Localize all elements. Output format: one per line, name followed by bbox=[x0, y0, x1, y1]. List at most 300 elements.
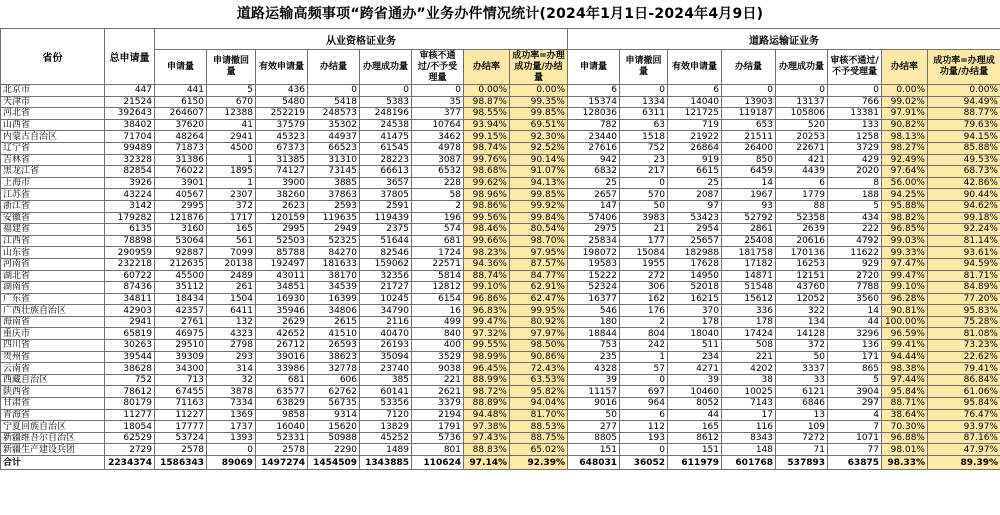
cell-q-success-rate: 84.77% bbox=[510, 270, 568, 282]
cell-q-rejected: 6532 bbox=[412, 166, 464, 178]
cell-q-apply: 31386 bbox=[155, 154, 207, 166]
cell-t-rejected: 1258 bbox=[828, 131, 882, 143]
cell-t-valid: 919 bbox=[668, 154, 722, 166]
cell-t-rejected: 3560 bbox=[828, 293, 882, 305]
cell-q-withdraw: 1393 bbox=[207, 432, 256, 444]
cell-t-withdraw: 570 bbox=[620, 189, 668, 201]
cell-q-rejected: 2 bbox=[412, 200, 464, 212]
cell-t-success-rate: 79.63% bbox=[928, 119, 1000, 131]
cell-q-success-rate: 98.70% bbox=[510, 235, 568, 247]
cell-t-completed: 93 bbox=[722, 200, 776, 212]
cell-q-completion-rate: 0.00% bbox=[464, 85, 510, 97]
cell-q-valid: 120159 bbox=[256, 212, 308, 224]
cell-q-apply: 42357 bbox=[155, 305, 207, 317]
cell-q-apply: 34300 bbox=[155, 363, 207, 375]
cell-q-success: 32356 bbox=[360, 270, 412, 282]
cell-t-valid: 6 bbox=[668, 85, 722, 97]
cell-q-withdraw: 2307 bbox=[207, 189, 256, 201]
cell-q-withdraw: 1717 bbox=[207, 212, 256, 224]
cell-t-apply: 942 bbox=[568, 154, 620, 166]
cell-t-withdraw: 176 bbox=[620, 305, 668, 317]
cell-t-success-rate: 92.24% bbox=[928, 224, 1000, 236]
cell-q-completion-rate: 99.56% bbox=[464, 212, 510, 224]
cell-q-valid: 436 bbox=[256, 85, 308, 97]
cell-q-rejected: 196 bbox=[412, 212, 464, 224]
cell-q-completed: 66523 bbox=[308, 142, 360, 154]
cell-q-rejected: 9038 bbox=[412, 363, 464, 375]
cell-q-completion-rate: 99.66% bbox=[464, 235, 510, 247]
cell-q-success-rate: 81.70% bbox=[510, 409, 568, 421]
cell-t-completion-rate: 99.03% bbox=[882, 235, 928, 247]
cell-t-success-rate: 81.08% bbox=[928, 328, 1000, 340]
cell-q-withdraw: 2489 bbox=[207, 270, 256, 282]
cell-q-valid: 67373 bbox=[256, 142, 308, 154]
cell-q-valid: 33986 bbox=[256, 363, 308, 375]
cell-t-rejected: 63875 bbox=[828, 456, 882, 470]
cell-q-completion-rate: 97.14% bbox=[464, 456, 510, 470]
cell-q-rejected: 377 bbox=[412, 108, 464, 120]
cell-q-apply: 17777 bbox=[155, 421, 207, 433]
cell-q-withdraw: 3878 bbox=[207, 386, 256, 398]
cell-t-success-rate: 0.00% bbox=[928, 85, 1000, 97]
cell-t-apply: 11157 bbox=[568, 386, 620, 398]
cell-t-rejected: 5 bbox=[828, 200, 882, 212]
cell-q-completion-rate: 94.36% bbox=[464, 258, 510, 270]
cell-q-success-rate: 92.30% bbox=[510, 131, 568, 143]
cell-t-completed: 14871 bbox=[722, 270, 776, 282]
cell-t-apply: 648031 bbox=[568, 456, 620, 470]
cell-province: 新疆维吾尔自治区 bbox=[1, 432, 105, 444]
cell-t-valid: 370 bbox=[668, 305, 722, 317]
table-body bbox=[1, 85, 1000, 470]
header-apply: 申请量 bbox=[155, 50, 207, 85]
cell-q-rejected: 3087 bbox=[412, 154, 464, 166]
table-row bbox=[1, 421, 1000, 433]
cell-q-completion-rate: 88.83% bbox=[464, 444, 510, 456]
cell-t-completed: 17182 bbox=[722, 258, 776, 270]
cell-t-success-rate: 42.86% bbox=[928, 177, 1000, 189]
cell-t-completion-rate: 99.02% bbox=[882, 96, 928, 108]
cell-q-rejected: 6154 bbox=[412, 293, 464, 305]
cell-q-apply: 1586343 bbox=[155, 456, 207, 470]
cell-t-rejected: 11622 bbox=[828, 247, 882, 259]
cell-province: 湖南省 bbox=[1, 282, 105, 294]
cell-t-apply: 147 bbox=[568, 200, 620, 212]
cell-q-completed: 34539 bbox=[308, 282, 360, 294]
cell-q-completion-rate: 94.48% bbox=[464, 409, 510, 421]
table-row bbox=[1, 119, 1000, 131]
cell-q-success: 45252 bbox=[360, 432, 412, 444]
cell-t-withdraw: 193 bbox=[620, 432, 668, 444]
cell-t-success: 13137 bbox=[776, 96, 828, 108]
table-row bbox=[1, 305, 1000, 317]
cell-q-withdraw: 261 bbox=[207, 282, 256, 294]
cell-t-success-rate: 99.18% bbox=[928, 212, 1000, 224]
cell-t-success: 20253 bbox=[776, 131, 828, 143]
cell-t-success-rate: 94.15% bbox=[928, 131, 1000, 143]
cell-q-valid: 3900 bbox=[256, 177, 308, 189]
table-row bbox=[1, 247, 1000, 259]
cell-q-completed: 44937 bbox=[308, 131, 360, 143]
cell-q-success-rate: 94.13% bbox=[510, 177, 568, 189]
cell-province: 合计 bbox=[1, 456, 105, 470]
cell-q-apply: 92887 bbox=[155, 247, 207, 259]
cell-q-apply: 713 bbox=[155, 374, 207, 386]
cell-total-apply: 38402 bbox=[105, 119, 155, 131]
cell-q-success-rate: 92.39% bbox=[510, 456, 568, 470]
cell-t-withdraw: 6311 bbox=[620, 108, 668, 120]
cell-q-completion-rate: 97.43% bbox=[464, 432, 510, 444]
header-valid-apply: 有效申请量 bbox=[668, 50, 722, 85]
table-row bbox=[1, 212, 1000, 224]
cell-t-withdraw: 23 bbox=[620, 154, 668, 166]
cell-t-apply: 2657 bbox=[568, 189, 620, 201]
cell-q-apply: 264607 bbox=[155, 108, 207, 120]
cell-q-success: 51644 bbox=[360, 235, 412, 247]
header-apply: 申请量 bbox=[568, 50, 620, 85]
cell-q-completed: 1454509 bbox=[308, 456, 360, 470]
cell-province: 吉林省 bbox=[1, 154, 105, 166]
cell-q-completion-rate: 88.99% bbox=[464, 374, 510, 386]
header-total-apply: 总申请量 bbox=[105, 29, 155, 85]
cell-q-rejected: 16 bbox=[412, 305, 464, 317]
cell-t-success: 1779 bbox=[776, 189, 828, 201]
cell-q-completed: 34806 bbox=[308, 305, 360, 317]
cell-total-apply: 71704 bbox=[105, 131, 155, 143]
cell-t-valid: 511 bbox=[668, 340, 722, 352]
cell-t-withdraw: 964 bbox=[620, 398, 668, 410]
cell-t-rejected: 13381 bbox=[828, 108, 882, 120]
cell-q-completion-rate: 98.96% bbox=[464, 189, 510, 201]
cell-total-apply: 3142 bbox=[105, 200, 155, 212]
cell-province: 黑龙江省 bbox=[1, 166, 105, 178]
cell-t-apply: 25834 bbox=[568, 235, 620, 247]
header-rejected: 审核不通过/不予受理量 bbox=[828, 50, 882, 85]
cell-t-withdraw: 1334 bbox=[620, 96, 668, 108]
header-success: 办理成功量 bbox=[776, 50, 828, 85]
cell-t-success-rate: 93.97% bbox=[928, 421, 1000, 433]
cell-t-completion-rate: 98.38% bbox=[882, 363, 928, 375]
cell-q-completed: 84270 bbox=[308, 247, 360, 259]
table-row bbox=[1, 363, 1000, 375]
header-completion-rate: 办结率 bbox=[882, 50, 928, 85]
cell-q-apply: 46975 bbox=[155, 328, 207, 340]
cell-q-success: 1489 bbox=[360, 444, 412, 456]
cell-q-valid: 35946 bbox=[256, 305, 308, 317]
header-completion-rate: 办结率 bbox=[464, 50, 510, 85]
cell-total-apply: 752 bbox=[105, 374, 155, 386]
cell-t-completion-rate: 94.44% bbox=[882, 351, 928, 363]
cell-q-withdraw: 293 bbox=[207, 351, 256, 363]
cell-t-completed: 1967 bbox=[722, 189, 776, 201]
cell-t-success-rate: 84.89% bbox=[928, 282, 1000, 294]
cell-q-valid: 681 bbox=[256, 374, 308, 386]
cell-t-valid: 2087 bbox=[668, 189, 722, 201]
cell-q-rejected: 801 bbox=[412, 444, 464, 456]
cell-q-completed: 62762 bbox=[308, 386, 360, 398]
cell-t-apply: 6832 bbox=[568, 166, 620, 178]
cell-t-apply: 16377 bbox=[568, 293, 620, 305]
cell-t-apply: 180 bbox=[568, 316, 620, 328]
cell-q-apply: 40567 bbox=[155, 189, 207, 201]
cell-q-rejected: 2194 bbox=[412, 409, 464, 421]
table-row bbox=[1, 432, 1000, 444]
cell-province: 河南省 bbox=[1, 258, 105, 270]
cell-q-apply: 39309 bbox=[155, 351, 207, 363]
cell-t-apply: 15222 bbox=[568, 270, 620, 282]
cell-t-rejected: 2720 bbox=[828, 270, 882, 282]
cell-t-apply: 151 bbox=[568, 444, 620, 456]
cell-q-completed: 50988 bbox=[308, 432, 360, 444]
cell-t-withdraw: 697 bbox=[620, 386, 668, 398]
cell-t-apply: 39 bbox=[568, 374, 620, 386]
cell-q-valid: 1497274 bbox=[256, 456, 308, 470]
cell-q-success: 41475 bbox=[360, 131, 412, 143]
cell-t-withdraw: 0 bbox=[620, 85, 668, 97]
cell-province: 湖北省 bbox=[1, 270, 105, 282]
cell-t-rejected: 7 bbox=[828, 421, 882, 433]
cell-t-withdraw: 217 bbox=[620, 166, 668, 178]
cell-q-withdraw: 1 bbox=[207, 177, 256, 189]
cell-t-withdraw: 804 bbox=[620, 328, 668, 340]
cell-q-success: 66613 bbox=[360, 166, 412, 178]
cell-q-completed: 16399 bbox=[308, 293, 360, 305]
cell-q-rejected: 1724 bbox=[412, 247, 464, 259]
cell-province: 宁夏回族自治区 bbox=[1, 421, 105, 433]
cell-t-rejected: 14 bbox=[828, 305, 882, 317]
cell-q-success-rate: 88.53% bbox=[510, 421, 568, 433]
cell-q-success: 37805 bbox=[360, 189, 412, 201]
cell-q-completion-rate: 98.86% bbox=[464, 200, 510, 212]
cell-t-completion-rate: 96.85% bbox=[882, 224, 928, 236]
cell-total-apply: 99489 bbox=[105, 142, 155, 154]
cell-t-completion-rate: 90.81% bbox=[882, 305, 928, 317]
cell-province: 广西壮族自治区 bbox=[1, 305, 105, 317]
cell-province: 云南省 bbox=[1, 363, 105, 375]
cell-q-completed: 31310 bbox=[308, 154, 360, 166]
cell-q-withdraw: 1 bbox=[207, 154, 256, 166]
header-completed: 办结量 bbox=[308, 50, 360, 85]
cell-q-completed: 26593 bbox=[308, 340, 360, 352]
cell-t-apply: 198072 bbox=[568, 247, 620, 259]
cell-t-rejected: 222 bbox=[828, 224, 882, 236]
cell-q-completion-rate: 99.55% bbox=[464, 340, 510, 352]
cell-q-success-rate: 95.82% bbox=[510, 386, 568, 398]
cell-q-success-rate: 99.85% bbox=[510, 108, 568, 120]
cell-t-success-rate: 87.16% bbox=[928, 432, 1000, 444]
cell-t-apply: 23440 bbox=[568, 131, 620, 143]
cell-q-apply: 3160 bbox=[155, 224, 207, 236]
header-success-rate: 成功率=办理成功量/办结量 bbox=[928, 50, 1000, 85]
header-valid-apply: 有效申请量 bbox=[256, 50, 308, 85]
cell-q-rejected: 681 bbox=[412, 235, 464, 247]
cell-total-apply: 62529 bbox=[105, 432, 155, 444]
cell-q-completed: 41510 bbox=[308, 328, 360, 340]
table-row bbox=[1, 398, 1000, 410]
cell-t-success: 3337 bbox=[776, 363, 828, 375]
cell-q-withdraw: 89069 bbox=[207, 456, 256, 470]
cell-q-completed: 32778 bbox=[308, 363, 360, 375]
cell-t-apply: 57406 bbox=[568, 212, 620, 224]
cell-q-apply: 71873 bbox=[155, 142, 207, 154]
cell-t-success-rate: 90.44% bbox=[928, 189, 1000, 201]
cell-province: 江西省 bbox=[1, 235, 105, 247]
cell-q-success-rate: 97.95% bbox=[510, 247, 568, 259]
cell-t-completed: 51548 bbox=[722, 282, 776, 294]
cell-t-completion-rate: 99.10% bbox=[882, 282, 928, 294]
cell-t-completed: 148 bbox=[722, 444, 776, 456]
cell-total-apply: 78612 bbox=[105, 386, 155, 398]
cell-t-completed: 26400 bbox=[722, 142, 776, 154]
cell-q-withdraw: 132 bbox=[207, 316, 256, 328]
table-row bbox=[1, 351, 1000, 363]
cell-q-completed: 52325 bbox=[308, 235, 360, 247]
cell-q-rejected: 499 bbox=[412, 316, 464, 328]
cell-t-valid: 21922 bbox=[668, 131, 722, 143]
cell-t-apply: 6 bbox=[568, 85, 620, 97]
cell-q-success: 3657 bbox=[360, 177, 412, 189]
cell-total-apply: 80179 bbox=[105, 398, 155, 410]
cell-q-success-rate: 80.92% bbox=[510, 316, 568, 328]
cell-q-success: 28223 bbox=[360, 154, 412, 166]
cell-q-success-rate: 97.97% bbox=[510, 328, 568, 340]
cell-q-apply: 35112 bbox=[155, 282, 207, 294]
cell-t-rejected: 3729 bbox=[828, 142, 882, 154]
cell-q-withdraw: 32 bbox=[207, 374, 256, 386]
cell-q-rejected: 35 bbox=[412, 96, 464, 108]
cell-q-valid: 52503 bbox=[256, 235, 308, 247]
cell-t-withdraw: 272 bbox=[620, 270, 668, 282]
cell-t-withdraw: 21 bbox=[620, 224, 668, 236]
table-row bbox=[1, 258, 1000, 270]
cell-q-success-rate: 98.50% bbox=[510, 340, 568, 352]
cell-q-success: 53356 bbox=[360, 398, 412, 410]
cell-t-withdraw: 306 bbox=[620, 282, 668, 294]
cell-q-apply: 3901 bbox=[155, 177, 207, 189]
cell-q-completed: 73145 bbox=[308, 166, 360, 178]
cell-q-completed: 56735 bbox=[308, 398, 360, 410]
cell-t-completion-rate: 97.47% bbox=[882, 258, 928, 270]
cell-t-success: 12052 bbox=[776, 293, 828, 305]
cell-t-apply: 2975 bbox=[568, 224, 620, 236]
cell-t-completed: 653 bbox=[722, 119, 776, 131]
table-row bbox=[1, 293, 1000, 305]
cell-t-apply: 52324 bbox=[568, 282, 620, 294]
cell-q-valid: 39016 bbox=[256, 351, 308, 363]
cell-t-completed: 4202 bbox=[722, 363, 776, 375]
cell-q-apply: 6150 bbox=[155, 96, 207, 108]
cell-t-success-rate: 86.84% bbox=[928, 374, 1000, 386]
cell-q-success: 5383 bbox=[360, 96, 412, 108]
header-success-rate: 成功率=办理成功量/办结量 bbox=[510, 50, 568, 85]
cell-total-apply: 42903 bbox=[105, 305, 155, 317]
cell-q-apply: 67455 bbox=[155, 386, 207, 398]
cell-q-success-rate: 99.85% bbox=[510, 189, 568, 201]
cell-q-success: 60141 bbox=[360, 386, 412, 398]
cell-q-withdraw: 1369 bbox=[207, 409, 256, 421]
cell-q-withdraw: 4500 bbox=[207, 142, 256, 154]
cell-t-valid: 17628 bbox=[668, 258, 722, 270]
cell-q-success-rate: 92.52% bbox=[510, 142, 568, 154]
cell-t-rejected: 2020 bbox=[828, 166, 882, 178]
cell-total-apply: 78898 bbox=[105, 235, 155, 247]
cell-t-success: 0 bbox=[776, 85, 828, 97]
cell-t-completed: 21511 bbox=[722, 131, 776, 143]
cell-province: 辽宁省 bbox=[1, 142, 105, 154]
cell-q-completed: 181633 bbox=[308, 258, 360, 270]
table-row bbox=[1, 200, 1000, 212]
cell-q-success-rate: 62.47% bbox=[510, 293, 568, 305]
cell-total-apply: 392643 bbox=[105, 108, 155, 120]
table-row bbox=[1, 386, 1000, 398]
cell-t-completion-rate: 97.64% bbox=[882, 166, 928, 178]
header-completed: 办结量 bbox=[722, 50, 776, 85]
cell-q-withdraw: 20138 bbox=[207, 258, 256, 270]
cell-t-withdraw: 36052 bbox=[620, 456, 668, 470]
cell-t-success-rate: 94.49% bbox=[928, 96, 1000, 108]
cell-q-success: 159062 bbox=[360, 258, 412, 270]
cell-t-completion-rate: 70.30% bbox=[882, 421, 928, 433]
cell-q-valid: 38260 bbox=[256, 189, 308, 201]
cell-q-completion-rate: 99.62% bbox=[464, 177, 510, 189]
cell-t-completed: 8343 bbox=[722, 432, 776, 444]
cell-q-success-rate: 99.84% bbox=[510, 212, 568, 224]
cell-t-rejected: 5 bbox=[828, 374, 882, 386]
cell-q-withdraw: 5 bbox=[207, 85, 256, 97]
cell-q-success: 10245 bbox=[360, 293, 412, 305]
cell-t-success-rate: 61.06% bbox=[928, 386, 1000, 398]
cell-q-withdraw: 561 bbox=[207, 235, 256, 247]
cell-q-rejected: 228 bbox=[412, 177, 464, 189]
cell-province: 海南省 bbox=[1, 316, 105, 328]
cell-q-completed: 2593 bbox=[308, 200, 360, 212]
cell-t-success-rate: 94.59% bbox=[928, 258, 1000, 270]
cell-q-valid: 85788 bbox=[256, 247, 308, 259]
cell-t-completed: 38 bbox=[722, 374, 776, 386]
cell-t-rejected: 133 bbox=[828, 119, 882, 131]
cell-q-success-rate: 99.35% bbox=[510, 96, 568, 108]
cell-t-completion-rate: 38.64% bbox=[882, 409, 928, 421]
cell-q-apply: 76022 bbox=[155, 166, 207, 178]
cell-t-apply: 25 bbox=[568, 177, 620, 189]
table-row bbox=[1, 85, 1000, 97]
cell-t-completion-rate: 97.91% bbox=[882, 108, 928, 120]
cell-t-withdraw: 1 bbox=[620, 351, 668, 363]
cell-q-completion-rate: 98.68% bbox=[464, 166, 510, 178]
cell-province: 内蒙古自治区 bbox=[1, 131, 105, 143]
header-withdraw: 申请撤回量 bbox=[207, 50, 256, 85]
cell-q-valid: 37579 bbox=[256, 119, 308, 131]
cell-q-apply: 71163 bbox=[155, 398, 207, 410]
cell-t-completed: 7143 bbox=[722, 398, 776, 410]
table-row bbox=[1, 177, 1000, 189]
cell-t-completed: 178 bbox=[722, 316, 776, 328]
cell-t-withdraw: 1955 bbox=[620, 258, 668, 270]
cell-t-valid: 165 bbox=[668, 421, 722, 433]
cell-q-rejected: 5736 bbox=[412, 432, 464, 444]
cell-t-valid: 44 bbox=[668, 409, 722, 421]
cell-q-completed: 606 bbox=[308, 374, 360, 386]
cell-q-withdraw: 165 bbox=[207, 224, 256, 236]
cell-q-success: 82546 bbox=[360, 247, 412, 259]
cell-total-apply: 32328 bbox=[105, 154, 155, 166]
cell-t-rejected: 4 bbox=[828, 409, 882, 421]
cell-q-withdraw: 1737 bbox=[207, 421, 256, 433]
cell-province: 西藏自治区 bbox=[1, 374, 105, 386]
cell-q-withdraw: 4323 bbox=[207, 328, 256, 340]
cell-province: 江苏省 bbox=[1, 189, 105, 201]
cell-t-success: 2639 bbox=[776, 224, 828, 236]
